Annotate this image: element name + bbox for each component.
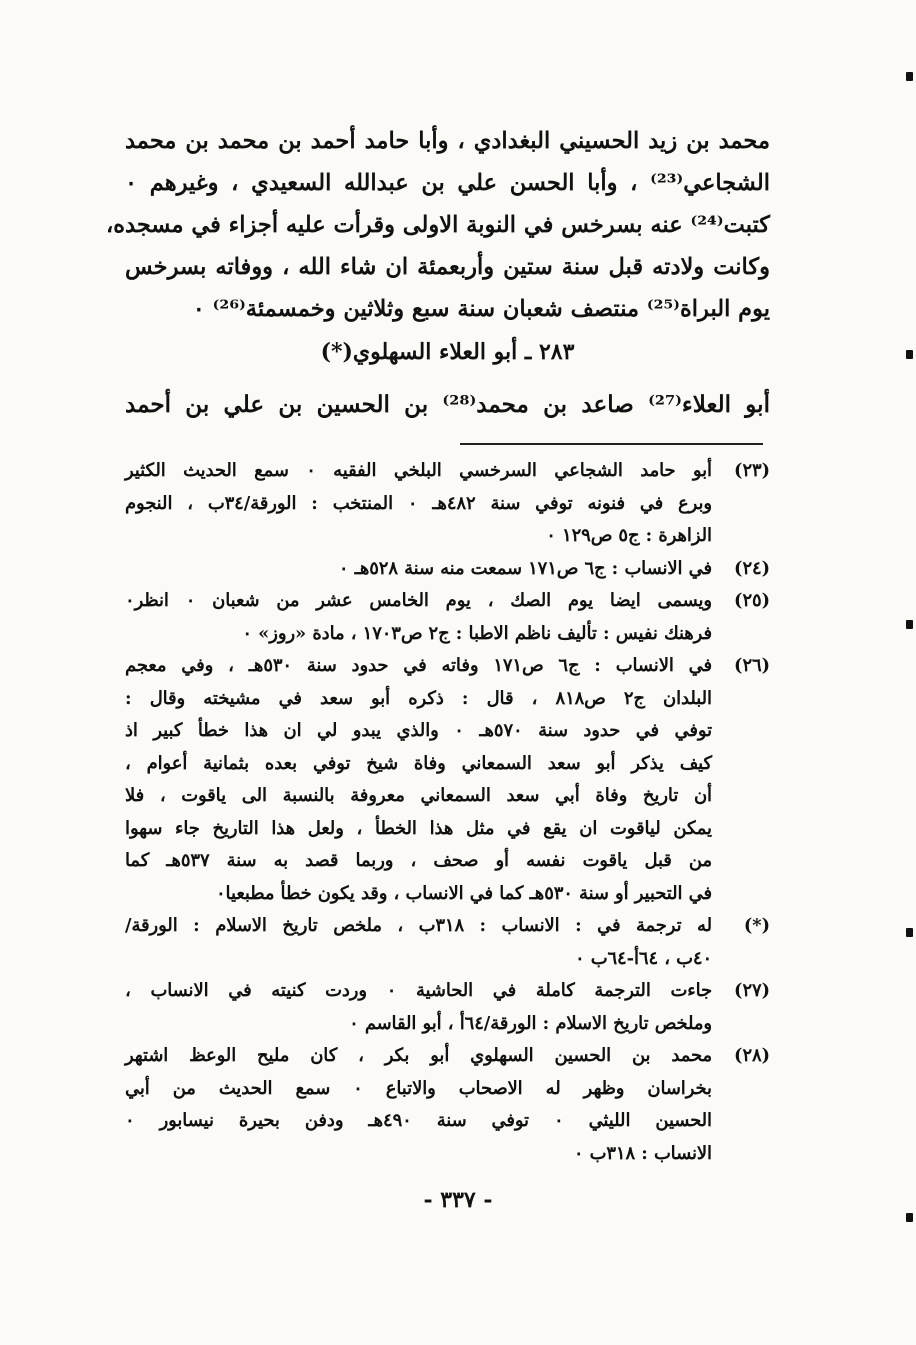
footnote-number: (٢٦) bbox=[734, 655, 770, 676]
footnote-number: (٢٥) bbox=[734, 590, 770, 611]
entry-intro-line: أبو العلاء⁽²⁷⁾ صاعد بن محمد⁽²⁸⁾ بن الحسين بن علي بن أحمد bbox=[125, 391, 770, 418]
footnote-line: أبو حامد الشجاعي السرخسي البلخي الفقيه ٠ سمع الحديث الكثير bbox=[125, 460, 712, 481]
footnote-text bbox=[125, 910, 712, 975]
footnote-line: توفي في حدود سنة ٥٧٠هـ ٠ والذي يبدو لي ان هذا خطأ كبير اذ bbox=[125, 720, 713, 741]
footnote-line: جاءت الترجمة كاملة في الحاشية ٠ وردت كنيته في الانساب ، bbox=[125, 980, 712, 1001]
footnote-24 bbox=[125, 553, 770, 586]
main-text bbox=[106, 120, 770, 330]
footnote-26 bbox=[125, 650, 770, 910]
footnote-text bbox=[125, 585, 712, 650]
footnote-line: الانساب : ٣١٨ب ٠ bbox=[573, 1142, 712, 1164]
footnote-text bbox=[125, 650, 712, 910]
footnote-text bbox=[125, 455, 712, 553]
footnote-line: بخراسان وظهر له الاصحاب والاتباع ٠ سمع الحديث من أبي bbox=[125, 1077, 712, 1099]
footnote-line: الحسين الليثي ٠ توفي سنة ٤٩٠هـ ودفن بحيرة نيسابور ٠ bbox=[125, 1110, 713, 1131]
main-text-line: كتبت⁽²⁴⁾ عنه بسرخس في النوبة الاولى وقرأت عليه أجزاء في مسجده، bbox=[106, 212, 770, 238]
footnote-line: أن تاريخ وفاة أبي سعد السمعاني معروفة بالنسبة الى ياقوت ، فلا bbox=[125, 785, 712, 806]
binding-hole-mark bbox=[906, 620, 913, 629]
footnote-text bbox=[125, 553, 712, 586]
footnotes bbox=[125, 455, 770, 1170]
binding-hole-mark bbox=[906, 350, 913, 359]
footnote-28 bbox=[125, 1040, 770, 1170]
footnote-line: فرهنك نفيس : تأليف ناظم الاطبا : ج٢ ص١٧٠٣ ، مادة «روز» ٠ bbox=[242, 622, 712, 644]
binding-hole-mark bbox=[906, 928, 913, 937]
main-text-line: الشجاعي⁽²³⁾ ، وأبا الحسن علي بن عبدالله السعيدي ، وغيرهم ٠ bbox=[125, 170, 770, 196]
entry-heading: ٢٨٣ ـ أبو العلاء السهلوي(*) bbox=[320, 339, 575, 365]
footnote-line: الزاهرة : ج٥ ص١٢٩ ٠ bbox=[546, 525, 712, 546]
footnote-number: (٢٤) bbox=[734, 557, 770, 579]
footnote-line: ٤٠ب ، ٦٤أ-٦٤ب ٠ bbox=[574, 947, 712, 969]
footnote-number: (٢٣) bbox=[734, 460, 770, 481]
footnote-number: (٢٨) bbox=[734, 1045, 770, 1066]
footnote-line: البلدان ج٢ ص٨١٨ ، قال : ذكره أبو سعد في مشيخته وقال : bbox=[125, 687, 712, 709]
footnote-line: وملخص تاريخ الاسلام : الورقة/٦٤أ ، أبو القاسم ٠ bbox=[349, 1012, 712, 1034]
footnote-line: له ترجمة في : الانساب : ٣١٨ب ، ملخص تاريخ الاسلام : الورقة/ bbox=[125, 915, 712, 936]
binding-hole-mark bbox=[906, 72, 913, 81]
footnote-25 bbox=[125, 585, 770, 650]
footnote-line: في الانساب : ج٦ ص١٧١ وفاته في حدود سنة ٥٣٠هـ ، وفي معجم bbox=[125, 655, 713, 676]
main-text-line: يوم البراة⁽²⁵⁾ منتصف شعبان سنة سبع وثلاثين وخمسمئة⁽²⁶⁾ ٠ bbox=[192, 296, 770, 322]
footnote-27 bbox=[125, 975, 770, 1040]
footnote-star bbox=[125, 910, 770, 975]
footnote-line: كيف يذكر أبو سعد السمعاني وفاة شيخ توفي بعده بثمانية أعوام ، bbox=[125, 752, 712, 774]
page-number: - ٣٣٧ - bbox=[423, 1187, 493, 1213]
footnote-number: (٢٧) bbox=[734, 980, 770, 1001]
footnote-line: يمكن لياقوت ان يقع في مثل هذا الخطأ ، ولعل هذا التاريخ جاء سهوا bbox=[125, 817, 712, 839]
footnote-line: من قبل ياقوت نفسه أو صحف ، وربما قصد به سنة ٥٣٧هـ كما bbox=[125, 850, 712, 871]
binding-hole-mark bbox=[906, 1213, 913, 1222]
footnote-line: في الانساب : ج٦ ص١٧١ سمعت منه سنة ٥٢٨هـ ٠ bbox=[338, 557, 712, 579]
main-text-line: وكانت ولادته قبل سنة ستين وأربعمئة ان شاء الله ، ووفاته بسرخس bbox=[125, 254, 770, 280]
main-text-line: محمد بن زيد الحسيني البغدادي ، وأبا حامد أحمد بن محمد بن محمد bbox=[125, 128, 770, 154]
footnote-number: (*) bbox=[743, 915, 770, 936]
footnote-separator bbox=[460, 443, 763, 445]
footnote-23 bbox=[125, 455, 770, 553]
footnote-line: ويسمى ايضا يوم الصك ، يوم الخامس عشر من شعبان ٠ انظر٠ bbox=[125, 590, 712, 611]
footnote-line: محمد بن الحسين السهلوي أبو بكر ، كان مليح الوعظ اشتهر bbox=[125, 1045, 712, 1066]
footnote-text bbox=[125, 975, 712, 1040]
footnote-line: في التحبير أو سنة ٥٣٠هـ كما في الانساب ، وقد يكون خطأ مطبعيا٠ bbox=[215, 882, 712, 904]
footnote-text bbox=[125, 1040, 712, 1170]
footnote-line: وبرع في فنونه توفي سنة ٤٨٢هـ ٠ المنتخب : الورقة/٣٤ب ، النجوم bbox=[125, 492, 713, 514]
